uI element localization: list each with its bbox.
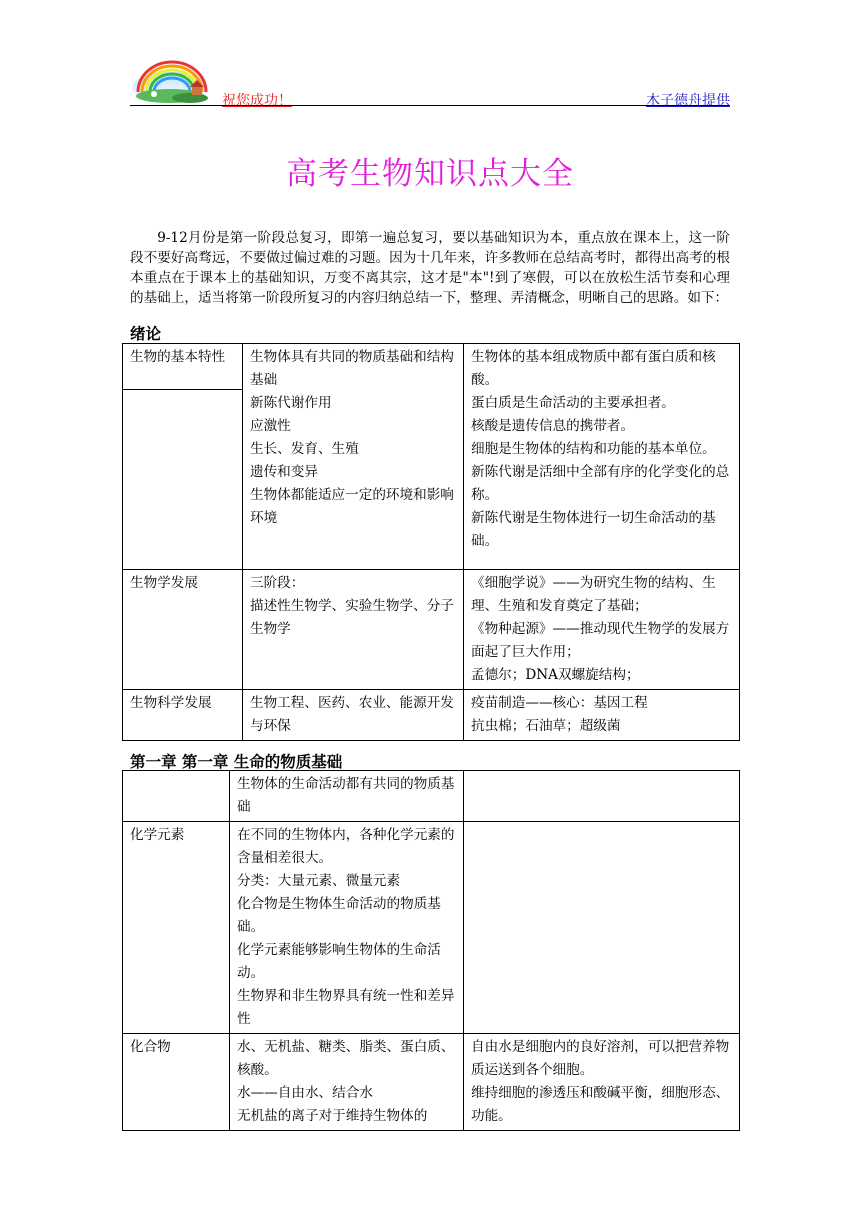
page-header (130, 58, 730, 108)
section-label-chapter1: 第一章 第一章 生命的物质基础 (130, 753, 343, 771)
table-cell-middle (243, 344, 464, 570)
cell-line: 分类：大量元素、微量元素 (237, 873, 401, 889)
cell-line: 无机盐的离子对于维持生物体的 (237, 1108, 428, 1124)
table-cell-right (464, 822, 740, 1034)
table-cell-middle (230, 1034, 464, 1131)
table-row (123, 344, 740, 390)
section-label-intro: 绪论 (130, 325, 162, 343)
cell-list (237, 824, 457, 1031)
cell-line: 自由水是细胞内的良好溶剂，可以把营养物质运送到各个细胞。 (471, 1039, 730, 1078)
header-divider (130, 105, 730, 106)
cell-list (250, 346, 457, 530)
cell-line: 生物界和非生物界具有统一性和差异性 (237, 988, 455, 1027)
cell-line: 新陈代谢是活细中全部有序的化学变化的总称。 (471, 464, 730, 503)
rainbow-logo (130, 58, 220, 104)
table-cell-topic (123, 570, 243, 690)
cell-line: 化合物是生物体生命活动的物质基础。 (237, 896, 441, 935)
table-row (123, 570, 740, 690)
cell-text: 生物的基本特性 (130, 349, 226, 365)
table-cell-middle (230, 771, 464, 822)
cell-line: 疫苗制造——核心：基因工程 (471, 695, 648, 711)
cell-text: 化学元素 (130, 827, 185, 843)
cell-text: 生物科学发展 (130, 695, 212, 711)
cell-text: 生物学发展 (130, 575, 198, 591)
cell-line: 在不同的生物体内，各种化学元素的含量相差很大。 (237, 827, 455, 866)
cell-line: 核酸是遗传信息的携带者。 (471, 418, 635, 434)
table-row (123, 690, 740, 741)
cell-list (250, 572, 457, 641)
cell-line: 生物体的基本组成物质中都有蛋白质和核酸。 (471, 349, 716, 388)
cell-line: 抗虫棉；石油草；超级菌 (471, 718, 621, 734)
cell-line: 细胞是生物体的结构和功能的基本单位。 (471, 441, 716, 457)
table-cell-middle (230, 822, 464, 1034)
cell-list (237, 1036, 457, 1128)
cell-line: 《物种起源》——推动现代生物学的发展方面起了巨大作用； (471, 621, 730, 660)
table-row (123, 1034, 740, 1131)
table-cell-topic (123, 690, 243, 741)
table-chapter1 (122, 770, 740, 1131)
cell-line: 水——自由水、结合水 (237, 1085, 373, 1101)
table-cell-topic (123, 822, 230, 1034)
cell-line: 化学元素能够影响生物体的生命活动。 (237, 942, 441, 981)
cell-line: 遗传和变异 (250, 464, 318, 480)
table-cell-right (464, 344, 740, 570)
cell-line: 生长、发育、生殖 (250, 441, 359, 457)
table-intro (122, 343, 740, 741)
cell-line: 生物体的生命活动都有共同的物质基础 (237, 776, 455, 815)
cell-line: 新陈代谢作用 (250, 395, 332, 411)
cell-line: 蛋白质是生命活动的主要承担者。 (471, 395, 675, 411)
cell-line: 维持细胞的渗透压和酸碱平衡，细胞形态、功能。 (471, 1085, 730, 1124)
cell-list (250, 692, 457, 738)
cell-list (471, 692, 733, 738)
cell-line: 生物体具有共同的物质基础和结构基础 (250, 349, 454, 388)
cell-line: 孟德尔；DNA双螺旋结构； (471, 667, 640, 683)
cell-list (471, 346, 733, 553)
cell-line: 描述性生物学、实验生物学、分子生物学 (250, 598, 454, 637)
table-row (123, 771, 740, 822)
cell-line: 生物工程、医药、农业、能源开发与环保 (250, 695, 454, 734)
table-cell-empty (123, 390, 243, 570)
cell-line: 水、无机盐、糖类、脂类、蛋白质、核酸。 (237, 1039, 455, 1078)
intro-paragraph: 9-12月份是第一阶段总复习，即第一遍总复习，要以基础知识为本，重点放在课本上，这一阶段不要好高骛远，不要做过偏过难的习题。因为十几年来，许多教师在总结高考时，都得出高考的根本重点在于课本上的基础知识，万变不离其宗，这才是"本"!到了寒假，可以在放松生活节奏和心理的基础上，适当将第一阶段所复习的内容归纳总结一下，整理、弄清概念，明晰自己的思路。如下： (130, 230, 730, 306)
greeting-text: 祝您成功！ (222, 93, 292, 109)
table-cell-right (464, 771, 740, 822)
table-cell-middle (243, 690, 464, 741)
table-cell-right (464, 690, 740, 741)
cell-list (237, 773, 457, 819)
table-cell-topic (123, 771, 230, 822)
table-cell-topic (123, 344, 243, 390)
table-cell-middle (243, 570, 464, 690)
cell-line: 新陈代谢是生物体进行一切生命活动的基础。 (471, 510, 716, 549)
cell-line: 《细胞学说》——为研究生物的结构、生理、生殖和发育奠定了基础； (471, 575, 716, 614)
cell-line: 三阶段： (250, 575, 305, 591)
table-cell-right (464, 570, 740, 690)
table-cell-right (464, 1034, 740, 1131)
cell-line: 生物体都能适应一定的环境和影响环境 (250, 487, 454, 526)
cell-list (471, 1036, 733, 1128)
cell-text: 化合物 (130, 1039, 171, 1055)
page-title: 高考生物知识点大全 (286, 156, 574, 192)
provider-text: 木子德舟提供 (646, 93, 730, 109)
cell-list (471, 572, 733, 687)
cell-line: 应激性 (250, 418, 291, 434)
table-row (123, 822, 740, 1034)
table-cell-topic (123, 1034, 230, 1131)
